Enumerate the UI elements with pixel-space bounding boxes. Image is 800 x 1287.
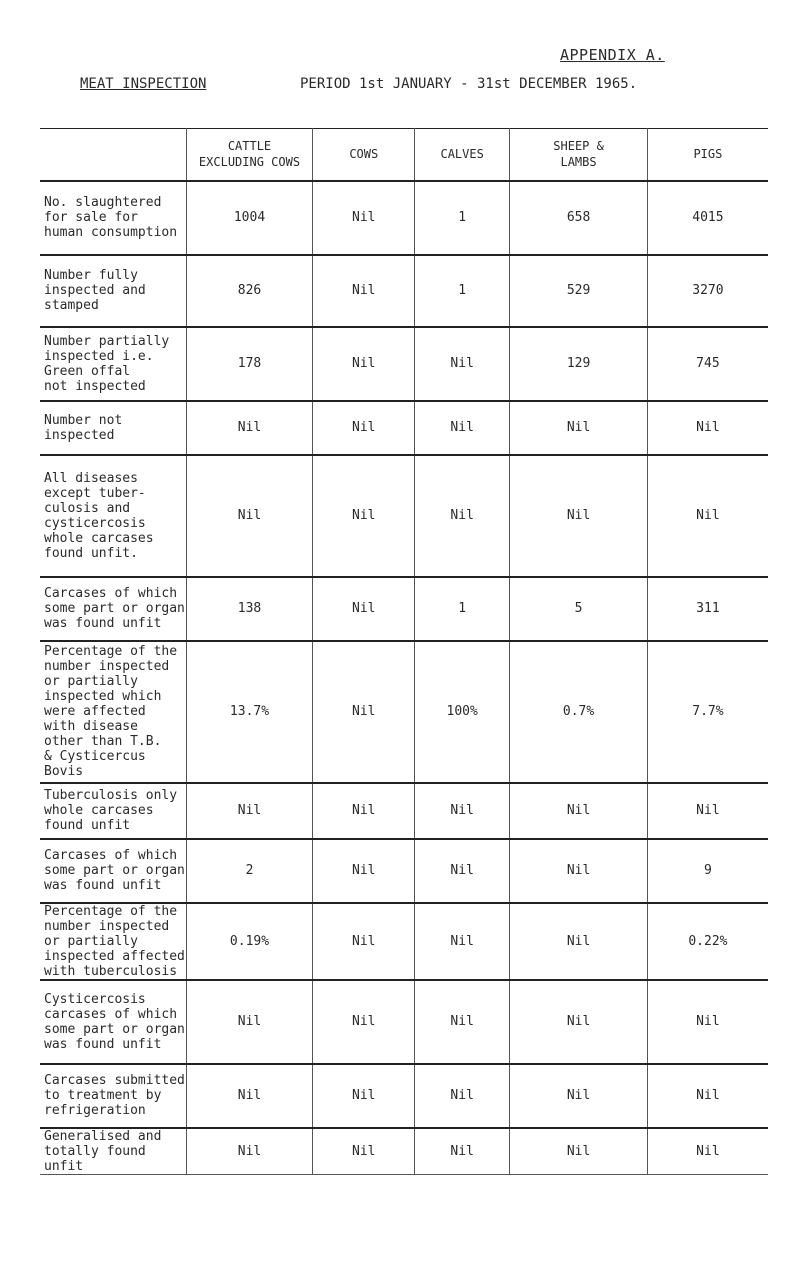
table-cell: Nil [186,1128,313,1175]
row-label: Number fully inspected and stamped [40,255,186,327]
table-cell: Nil [415,401,510,455]
table-cell: 311 [647,577,768,641]
table-cell: Nil [313,641,415,783]
table-row [40,255,768,327]
row-label: All diseases except tuber- culosis and cysticercosis whole carcases found unfit. [40,455,186,577]
table-cell: 5 [510,577,648,641]
table-cell: 2 [186,839,313,903]
table-cell: 1 [415,181,510,255]
table-cell: Nil [313,327,415,401]
table-cell: Nil [415,783,510,839]
table-cell: Nil [415,1128,510,1175]
table-row [40,903,768,980]
table-cell: Nil [510,401,648,455]
table-cell: Nil [186,455,313,577]
row-label: Number partially inspected i.e. Green offal not inspected [40,327,186,401]
table-cell: 0.7% [510,641,648,783]
appendix-label: APPENDIX A. [560,46,665,64]
table-row [40,577,768,641]
meat-inspection-table [40,128,768,1175]
column-header: CATTLE EXCLUDING COWS [186,129,313,181]
table-header-row [40,129,768,181]
table-cell: 129 [510,327,648,401]
table-cell: 7.7% [647,641,768,783]
row-label: Number not inspected [40,401,186,455]
table-cell: Nil [510,1064,648,1128]
table-cell: Nil [313,455,415,577]
table-row [40,455,768,577]
table-cell: Nil [415,980,510,1064]
row-label: Percentage of the number inspected or partially inspected which were affected with disease other than T.B. & Cysticercus Bovis [40,641,186,783]
table-cell: Nil [510,980,648,1064]
table-cell: 658 [510,181,648,255]
table-cell: 0.22% [647,903,768,980]
table-row [40,839,768,903]
table-cell: Nil [415,455,510,577]
table-cell: Nil [647,1064,768,1128]
table-cell: Nil [415,839,510,903]
table-cell: 13.7% [186,641,313,783]
row-label: Percentage of the number inspected or partially inspected affected with tuberculosis [40,903,186,980]
row-label: Carcases submitted to treatment by refrigeration [40,1064,186,1128]
row-label: No. slaughtered for sale for human consumption [40,181,186,255]
table-cell: 1 [415,255,510,327]
table-row [40,327,768,401]
table-row [40,783,768,839]
table-cell: 745 [647,327,768,401]
page-title: MEAT INSPECTION [80,76,207,92]
table-cell: Nil [313,1128,415,1175]
table-cell: 0.19% [186,903,313,980]
table-cell: Nil [186,1064,313,1128]
period-subtitle: PERIOD 1st JANUARY - 31st DECEMBER 1965. [300,76,638,92]
table-cell: Nil [313,181,415,255]
row-label: Carcases of which some part or organ was found unfit [40,577,186,641]
table-cell: Nil [313,255,415,327]
table-cell: Nil [647,455,768,577]
table-cell: 529 [510,255,648,327]
table-cell: Nil [186,980,313,1064]
table-row [40,1064,768,1128]
table-cell: 138 [186,577,313,641]
column-header: COWS [313,129,415,181]
table-row [40,401,768,455]
table-cell: Nil [510,903,648,980]
table-cell: 3270 [647,255,768,327]
column-header: PIGS [647,129,768,181]
header-corner [40,129,186,181]
table-cell: Nil [647,401,768,455]
table-cell: Nil [510,839,648,903]
table-row [40,181,768,255]
table-cell: Nil [313,577,415,641]
table-cell: Nil [313,839,415,903]
table-row [40,1128,768,1175]
table-cell: Nil [313,980,415,1064]
table-cell: Nil [510,783,648,839]
table-cell: Nil [647,783,768,839]
table-cell: Nil [313,1064,415,1128]
row-label: Cysticercosis carcases of which some part or organ was found unfit [40,980,186,1064]
column-header: CALVES [415,129,510,181]
column-header: SHEEP & LAMBS [510,129,648,181]
table-cell: Nil [415,327,510,401]
table-cell: Nil [510,1128,648,1175]
table-cell: Nil [186,401,313,455]
table-cell: 9 [647,839,768,903]
table-cell: Nil [647,1128,768,1175]
table-cell: 1 [415,577,510,641]
table-cell: 100% [415,641,510,783]
table-row [40,980,768,1064]
table-cell: 178 [186,327,313,401]
table-cell: Nil [313,783,415,839]
row-label: Carcases of which some part or organ was found unfit [40,839,186,903]
table-cell: 1004 [186,181,313,255]
table-cell: Nil [415,1064,510,1128]
row-label: Generalised and totally found unfit [40,1128,186,1175]
table-cell: Nil [415,903,510,980]
table-cell: Nil [313,401,415,455]
table-cell: Nil [510,455,648,577]
table-cell: 826 [186,255,313,327]
table-row [40,641,768,783]
table-cell: Nil [186,783,313,839]
row-label: Tuberculosis only whole carcases found unfit [40,783,186,839]
table-body [40,181,768,1175]
table-cell: Nil [647,980,768,1064]
table-cell: Nil [313,903,415,980]
table-cell: 4015 [647,181,768,255]
